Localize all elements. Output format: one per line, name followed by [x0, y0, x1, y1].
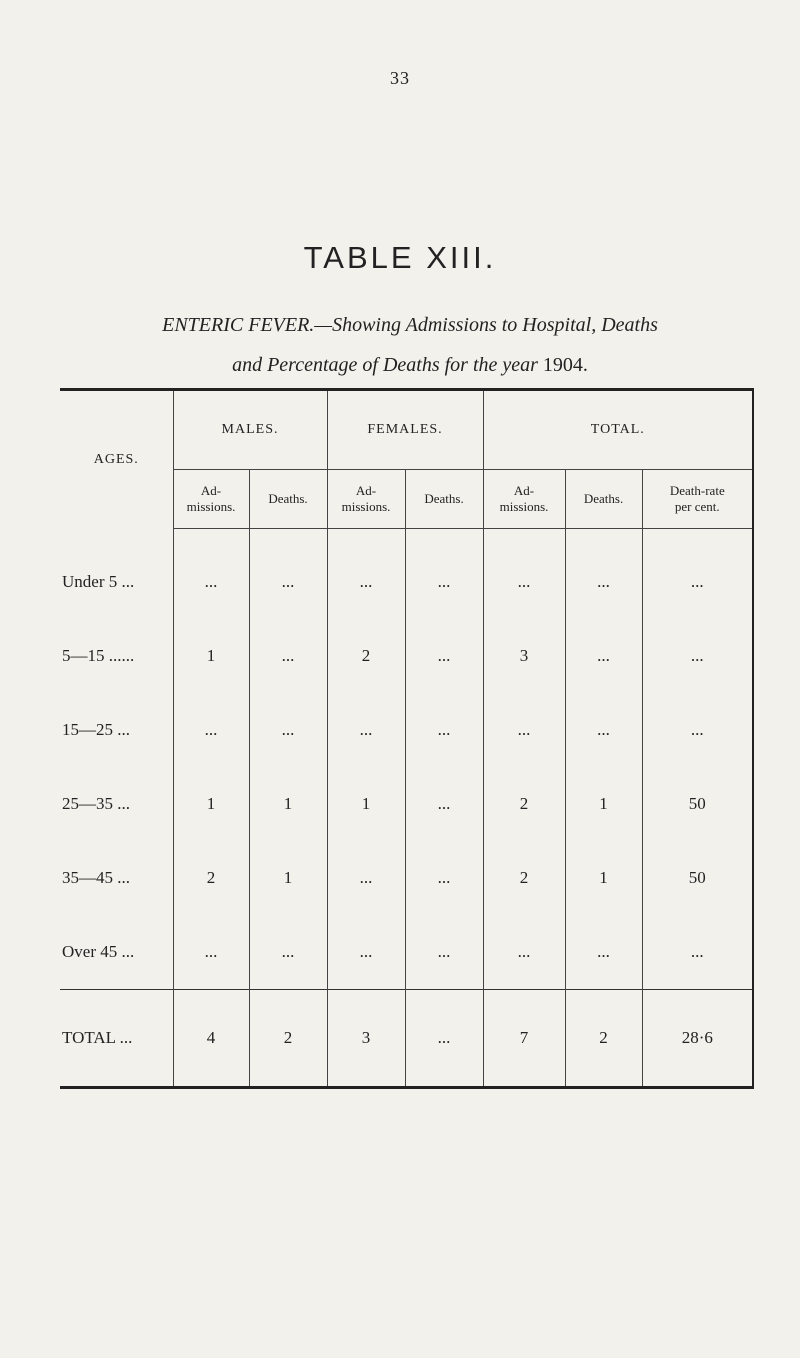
- value-cell: ...: [565, 529, 642, 620]
- value-cell: ...: [327, 529, 405, 620]
- enteric-fever-table: [60, 388, 754, 1089]
- value-cell: ...: [405, 767, 483, 841]
- age-cell: Under 5 ...: [62, 571, 135, 591]
- value-cell: 50: [642, 841, 753, 915]
- value-cell: ...: [405, 693, 483, 767]
- value-cell: ...: [405, 529, 483, 620]
- subtitle-line-2-text: and Percentage of Deaths for the year: [232, 354, 538, 376]
- value-cell: ...: [327, 841, 405, 915]
- subtitle-year: 1904.: [542, 354, 588, 376]
- table-row: [60, 841, 753, 915]
- age-cell: 5—15 ......: [62, 646, 135, 665]
- age-cell: 25—35 ...: [62, 794, 130, 813]
- females-admissions-header: Ad- missions.: [327, 470, 405, 529]
- value-cell: ...: [249, 693, 327, 767]
- value-cell: ...: [173, 915, 249, 990]
- value-cell: 2: [483, 767, 565, 841]
- page-number: 33: [390, 68, 410, 88]
- total-value-cell: 4: [173, 990, 249, 1088]
- ages-header: AGES.: [93, 451, 139, 467]
- value-cell: ...: [483, 915, 565, 990]
- subtitle-line-2: [60, 345, 760, 385]
- value-cell: ...: [405, 619, 483, 693]
- total-value-cell: 2: [249, 990, 327, 1088]
- table-row: [60, 693, 753, 767]
- subtitle-line-1: ENTERIC FEVER.—Showing Admissions to Hospital, Deaths: [162, 314, 658, 336]
- total-admissions-header: Ad- missions.: [483, 470, 565, 529]
- total-value-cell: 28·6: [642, 990, 753, 1088]
- males-deaths-header: Deaths.: [249, 470, 327, 529]
- death-rate-header: Death-rate per cent.: [642, 470, 753, 529]
- value-cell: ...: [327, 693, 405, 767]
- value-cell: 3: [483, 619, 565, 693]
- value-cell: ...: [565, 915, 642, 990]
- age-cell: Over 45 ...: [62, 942, 135, 961]
- value-cell: 50: [642, 767, 753, 841]
- value-cell: ...: [249, 529, 327, 620]
- value-cell: ...: [565, 619, 642, 693]
- males-header: MALES.: [173, 390, 327, 470]
- value-cell: ...: [642, 915, 753, 990]
- value-cell: 1: [249, 767, 327, 841]
- value-cell: ...: [642, 619, 753, 693]
- total-deaths-header: Deaths.: [565, 470, 642, 529]
- total-value-cell: 2: [565, 990, 642, 1088]
- age-cell: 35—45 ...: [62, 868, 130, 887]
- value-cell: ...: [405, 915, 483, 990]
- value-cell: 1: [565, 767, 642, 841]
- value-cell: ...: [642, 529, 753, 620]
- females-deaths-header: Deaths.: [405, 470, 483, 529]
- value-cell: ...: [483, 529, 565, 620]
- table-row: [60, 767, 753, 841]
- total-value-cell: 3: [327, 990, 405, 1088]
- value-cell: ...: [327, 915, 405, 990]
- value-cell: 1: [173, 619, 249, 693]
- table-row: [60, 619, 753, 693]
- value-cell: ...: [173, 529, 249, 620]
- age-cell: 15—25 ...: [62, 720, 130, 739]
- value-cell: ...: [642, 693, 753, 767]
- table-title: TABLE XIII.: [303, 240, 497, 275]
- value-cell: 1: [249, 841, 327, 915]
- value-cell: ...: [249, 619, 327, 693]
- value-cell: 1: [173, 767, 249, 841]
- table-subtitle: [60, 305, 760, 385]
- value-cell: 2: [173, 841, 249, 915]
- value-cell: 1: [565, 841, 642, 915]
- total-label: TOTAL ...: [60, 990, 173, 1088]
- males-admissions-header: Ad- missions.: [173, 470, 249, 529]
- total-value-cell: ...: [405, 990, 483, 1088]
- value-cell: ...: [249, 915, 327, 990]
- value-cell: 2: [483, 841, 565, 915]
- value-cell: ...: [173, 693, 249, 767]
- total-row: [60, 990, 753, 1088]
- value-cell: 1: [327, 767, 405, 841]
- value-cell: 2: [327, 619, 405, 693]
- value-cell: ...: [405, 841, 483, 915]
- females-header: FEMALES.: [327, 390, 483, 470]
- table-row: [60, 915, 753, 990]
- total-value-cell: 7: [483, 990, 565, 1088]
- value-cell: ...: [565, 693, 642, 767]
- value-cell: ...: [483, 693, 565, 767]
- table-row: [60, 529, 753, 620]
- total-header: TOTAL.: [483, 390, 753, 470]
